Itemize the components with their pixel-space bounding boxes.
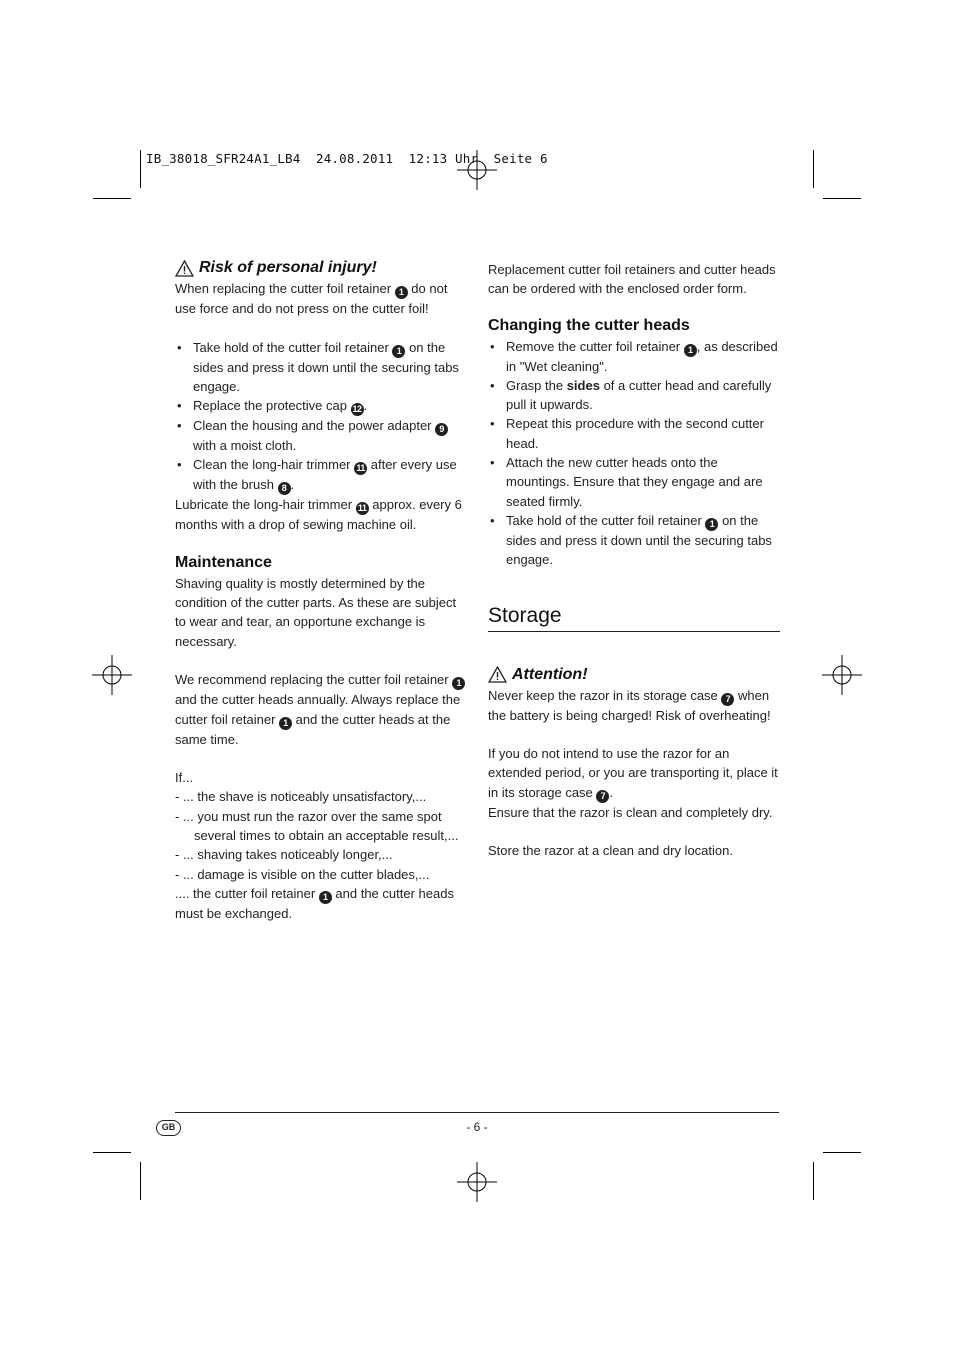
part-number-badge: 1 — [452, 677, 465, 690]
cleaning-steps-list — [175, 338, 467, 496]
part-number-badge: 9 — [435, 423, 448, 436]
crop-mark — [140, 150, 141, 188]
changing-heading: Changing the cutter heads — [488, 316, 690, 334]
part-number-badge: 1 — [279, 717, 292, 730]
warning-title: Risk of personal injury! — [199, 259, 377, 276]
crop-mark — [823, 1152, 861, 1153]
maintenance-paragraph: Shaving quality is mostly determined by the condition of the cutter parts. As these are subject to wear and tear, an opportune exchange is necessary. — [175, 575, 457, 649]
list-item: • Remove the cutter foil retainer 1 , as described in "Wet cleaning". — [488, 337, 780, 376]
list-item: - ... damage is visible on the cutter blades,... — [175, 866, 430, 882]
footer-rule — [175, 1112, 779, 1113]
maintenance-heading: Maintenance — [175, 553, 272, 571]
part-number-badge: 11 — [354, 462, 367, 475]
warning-text: When replacing the cutter foil retainer 1 do not use force and do not press on the cutter foil! — [175, 281, 448, 316]
crop-mark — [813, 1162, 814, 1200]
registration-mark-icon — [822, 655, 862, 695]
crop-mark — [93, 1152, 131, 1153]
page-number: - 6 - — [466, 1120, 488, 1134]
crop-mark — [93, 198, 131, 199]
warning-heading — [175, 257, 467, 279]
part-number-badge: 1 — [319, 891, 332, 904]
attention-heading — [488, 664, 780, 686]
list-item: • Repeat this procedure with the second cutter head. — [488, 414, 780, 453]
warning-triangle-icon — [175, 260, 194, 277]
registration-mark-icon — [457, 150, 497, 190]
list-item: • Clean the housing and the power adapter 9 with a moist cloth. — [175, 416, 467, 455]
crop-mark — [140, 1162, 141, 1200]
part-number-badge: 8 — [278, 482, 291, 495]
part-number-badge: 1 — [684, 344, 697, 357]
list-item: • Take hold of the cutter foil retainer 1 on the sides and press it down until the securing tabs engage. — [488, 511, 780, 570]
part-number-badge: 12 — [352, 404, 362, 415]
crop-mark — [813, 150, 814, 188]
warning-triangle-icon — [488, 666, 507, 683]
conditions-list — [175, 787, 467, 883]
registration-mark-icon — [92, 655, 132, 695]
list-item: - ... the shave is noticeably unsatisfactory,... — [175, 789, 427, 805]
maintenance-recommendation: We recommend replacing the cutter foil retainer 1 and the cutter heads annually. Always replace the cutter foil retainer 1 and the cutter heads at the same time. — [175, 670, 467, 749]
part-number-badge: 1 — [392, 345, 405, 358]
list-item: - ... shaving takes noticeably longer,... — [175, 847, 393, 863]
if-label: If... — [175, 770, 194, 786]
left-column — [175, 257, 467, 923]
country-badge: GB — [156, 1120, 181, 1136]
part-number-badge: 7 — [596, 790, 609, 803]
part-number-badge: 7 — [721, 693, 734, 706]
storage-clean-text: Ensure that the razor is clean and completely dry. — [488, 804, 773, 820]
part-number-badge: 11 — [356, 502, 369, 515]
lubricate-text: Lubricate the long-hair trimmer 11 approx. every 6 months with a drop of sewing machine oil. — [175, 497, 462, 533]
storage-paragraph: If you do not intend to use the razor for an extended period, or you are transporting it, place it in its storage case 7 . — [488, 746, 778, 801]
storage-heading: Storage — [488, 602, 780, 632]
attention-text: Never keep the razor in its storage case 7 when the battery is being charged! Risk of overheating! — [488, 687, 771, 723]
part-number-badge: 1 — [705, 518, 718, 531]
list-item: • Replace the protective cap 12 . — [175, 396, 467, 416]
list-item: • Attach the new cutter heads onto the mountings. Ensure that they engage and are seated firmly. — [488, 453, 780, 511]
part-number-badge: 1 — [395, 286, 408, 299]
changing-steps-list — [488, 337, 780, 570]
list-item: • Take hold of the cutter foil retainer 1 on the sides and press it down until the securing tabs engage. — [175, 338, 467, 397]
list-item: • Grasp the sides of a cutter head and carefully pull it upwards. — [488, 376, 780, 415]
exchange-text: .... the cutter foil retainer 1 and the cutter heads must be exchanged. — [175, 885, 454, 921]
crop-mark — [823, 198, 861, 199]
registration-mark-icon — [457, 1162, 497, 1202]
right-column — [488, 260, 780, 861]
print-slug: IB_38018_SFR24A1_LB4 24.08.2011 12:13 Uhr Seite 6 — [146, 151, 548, 166]
storage-location-text: Store the razor at a clean and dry location. — [488, 843, 733, 859]
attention-title: Attention! — [512, 665, 588, 683]
list-item: - ... you must run the razor over the same spot several times to obtain an acceptable result,... — [175, 808, 459, 844]
replacement-text: Replacement cutter foil retainers and cutter heads can be ordered with the enclosed order form. — [488, 262, 776, 297]
list-item: • Clean the long-hair trimmer 11 after every use with the brush 8 . — [175, 455, 467, 495]
